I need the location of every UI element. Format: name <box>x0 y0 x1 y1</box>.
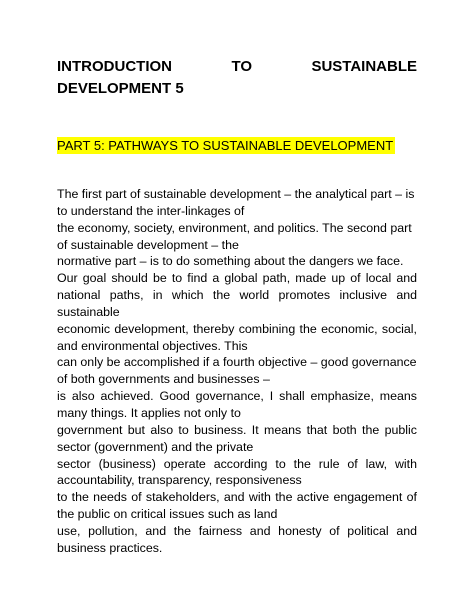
body-line: business practices. <box>57 540 163 555</box>
body-line: national paths, in which the world promotes inclusive and <box>57 288 417 303</box>
body-line: can only be accomplished if a fourth objective – good governance <box>57 355 417 370</box>
body-line: use, pollution, and the fairness and honesty of political and <box>57 523 417 538</box>
body-line: government but also to business. It means that both the public <box>57 422 417 437</box>
body-line: the public on critical issues such as land <box>57 507 278 522</box>
body-line: normative part – is to do something about the dangers we face. <box>57 254 404 269</box>
body-line: The first part of sustainable development – the analytical part – is <box>57 187 415 201</box>
title-word: SUSTAINABLE <box>311 58 417 75</box>
body-line: Our goal should be to find a global path, made up of local and <box>57 271 417 286</box>
body-line: to understand the inter-linkages of <box>57 203 245 218</box>
body-line: sector (government) and the private <box>57 439 254 454</box>
document-title-line-2: DEVELOPMENT 5 <box>57 80 184 97</box>
body-line: the economy, society, environment, and politics. The second part <box>57 220 412 235</box>
body-line: of both governments and businesses – <box>57 372 270 387</box>
document-title-line-1 <box>57 56 417 77</box>
body-line: of sustainable development – the <box>57 237 239 252</box>
body-line: accountability, transparency, responsiveness <box>57 473 302 488</box>
body-line: sector (business) operate according to the rule of law, with <box>57 456 417 471</box>
body-line: and environmental objectives. This <box>57 338 248 353</box>
body-line: sustainable <box>57 304 120 319</box>
title-word: INTRODUCTION <box>57 58 172 75</box>
title-word: TO <box>231 58 252 75</box>
body-line: economic development, thereby combining the economic, social, <box>57 321 417 336</box>
body-paragraph <box>57 186 417 557</box>
body-line: to the needs of stakeholders, and with the active engagement of <box>57 490 417 505</box>
body-line: many things. It applies not only to <box>57 405 241 420</box>
body-line: is also achieved. Good governance, I shall emphasize, means <box>57 389 417 404</box>
section-heading: PART 5: PATHWAYS TO SUSTAINABLE DEVELOPMENT <box>57 138 394 153</box>
